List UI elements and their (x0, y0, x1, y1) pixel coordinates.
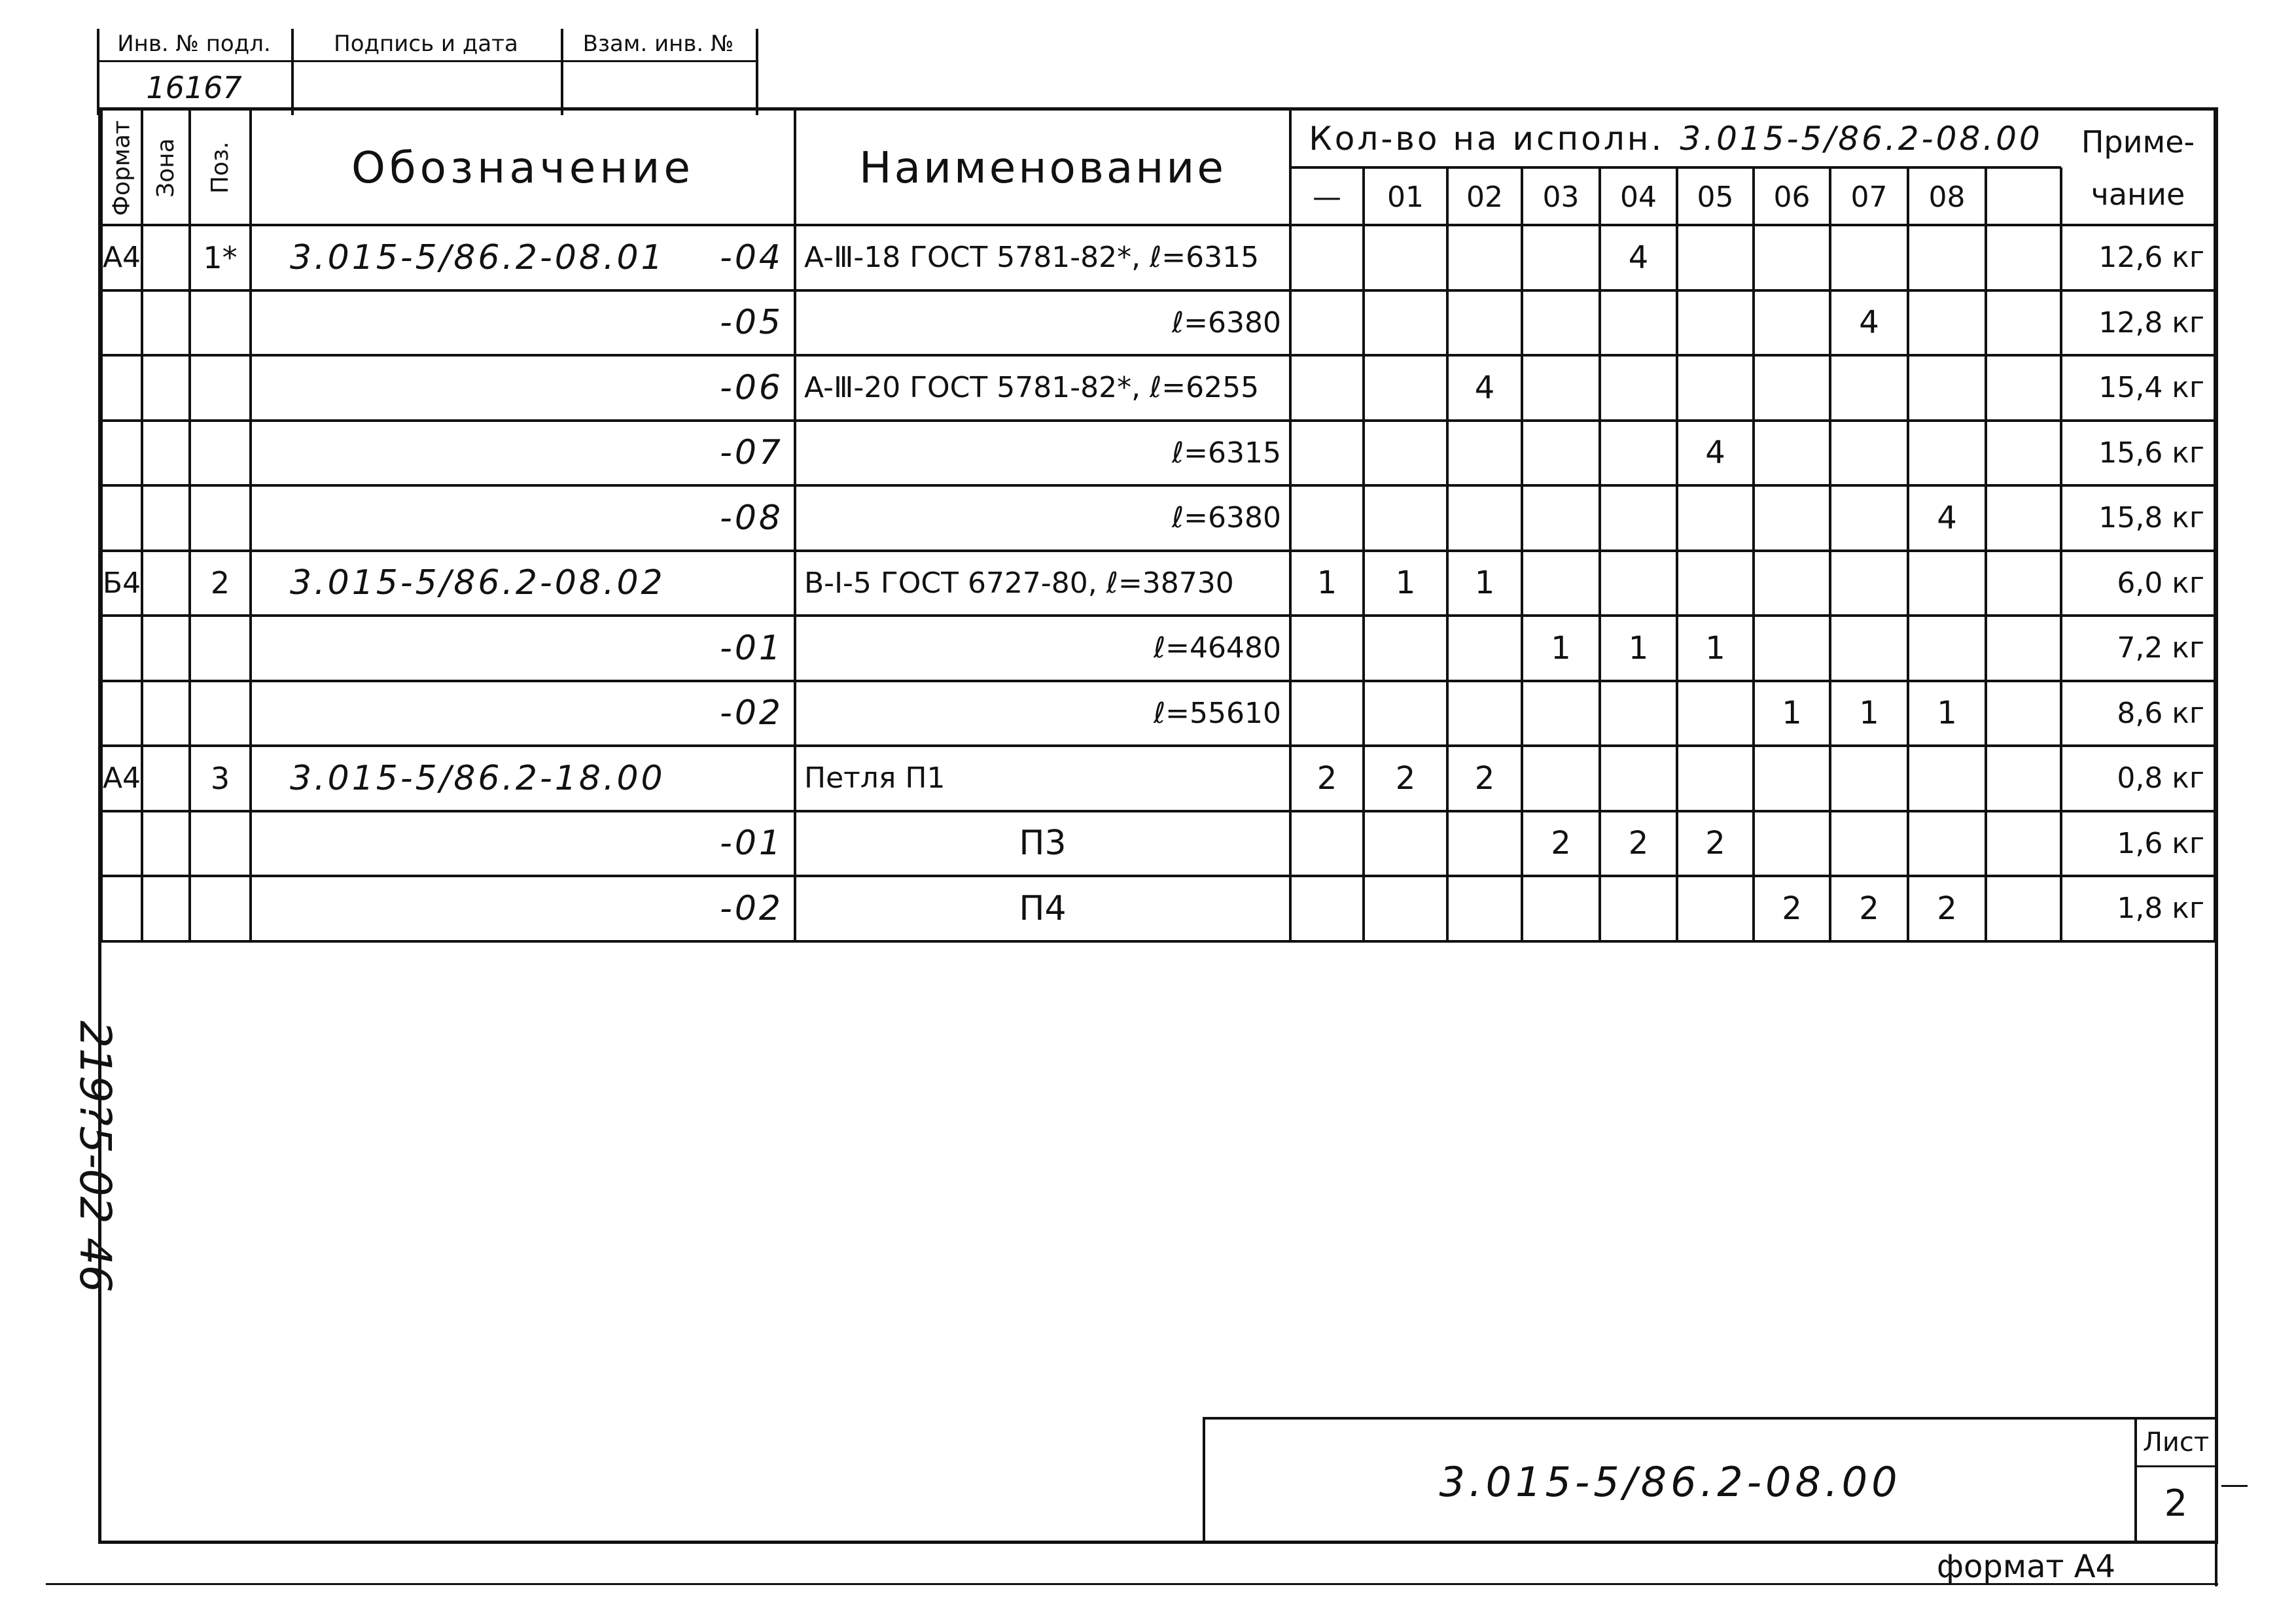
row-designation-suffix: -01 (720, 628, 783, 668)
row-quantity (1522, 485, 1600, 551)
stamp-left-line (97, 29, 99, 115)
row-quantity (1522, 681, 1600, 746)
row-position (190, 355, 251, 421)
row-designation (251, 485, 669, 551)
row-format (101, 421, 142, 486)
row-quantity (1754, 551, 1830, 616)
row-quantity (1754, 421, 1830, 486)
row-position (190, 616, 251, 681)
row-quantity (1447, 616, 1522, 681)
row-zone (142, 421, 190, 486)
stamp-divider (561, 29, 563, 115)
row-quantity (1364, 421, 1447, 486)
stamp-value (295, 63, 557, 113)
row-quantity (1600, 746, 1677, 811)
row-quantity: 1 (1859, 695, 1879, 732)
title-block-top-line (1203, 1417, 2217, 1420)
row-quantity: 1 (1628, 629, 1649, 667)
row-name: B-I-5 ГОСТ 6727-80, ℓ=38730 (804, 566, 1234, 600)
row-quantity (1290, 876, 1364, 941)
row-quantity (1986, 811, 2061, 877)
row-note: 0,8 кг (2117, 761, 2204, 795)
row-quantity: 2 (1395, 759, 1416, 797)
row-designation-suffix: -02 (720, 693, 783, 733)
row-quantity (1908, 551, 1986, 616)
row-quantity (1290, 681, 1364, 746)
margin-tick (2221, 1485, 2248, 1487)
row-quantity (1522, 551, 1600, 616)
row-note: 15,4 кг (2098, 371, 2204, 405)
row-quantity: 2 (1551, 825, 1571, 862)
row-quantity (1677, 681, 1754, 746)
row-quantity (1522, 355, 1600, 421)
row-note: 12,8 кг (2098, 305, 2204, 340)
row-quantity: 2 (1474, 759, 1495, 797)
row-name: ℓ=6380 (1171, 305, 1281, 340)
row-quantity (1290, 485, 1364, 551)
stamp-value: 16167 (146, 70, 242, 105)
row-quantity (1522, 290, 1600, 356)
row-note: 1,8 кг (2117, 892, 2204, 926)
title-block-left-line (1203, 1418, 1205, 1543)
row-format (101, 355, 142, 421)
row-name: ℓ=6380 (1171, 501, 1281, 535)
row-designation-suffix: -01 (720, 824, 783, 864)
row-quantity (1600, 551, 1677, 616)
row-zone (142, 746, 190, 811)
row-designation-suffix: -02 (720, 888, 783, 928)
row-designation: 3.015-5/86.2-08.02 (290, 563, 665, 603)
row-quantity (1986, 225, 2061, 290)
row-format: А4 (102, 241, 141, 275)
row-quantity: 1 (1316, 565, 1337, 602)
row-format (101, 811, 142, 877)
qty-col-header: 08 (1928, 180, 1966, 214)
row-quantity (1364, 290, 1447, 356)
qty-col-header: 02 (1466, 180, 1503, 214)
sheet-number: 2 (2164, 1482, 2188, 1525)
row-note: 6,0 кг (2117, 566, 2204, 600)
row-quantity: 2 (1859, 890, 1879, 927)
qty-col-header: 01 (1387, 180, 1424, 214)
row-quantity (1830, 485, 1908, 551)
qty-col-header: 05 (1697, 180, 1734, 214)
document-number: 3.015-5/86.2-08.00 (1439, 1457, 1901, 1506)
row-quantity (1600, 876, 1677, 941)
row-quantity: 2 (1705, 825, 1725, 862)
row-quantity (1447, 811, 1522, 877)
row-quantity (1830, 811, 1908, 877)
row-quantity (1830, 616, 1908, 681)
row-quantity: 1 (1937, 695, 1957, 732)
row-quantity (1364, 876, 1447, 941)
row-position (190, 811, 251, 877)
row-quantity: 1 (1474, 565, 1495, 602)
row-quantity (1754, 811, 1830, 877)
row-quantity (1447, 876, 1522, 941)
row-zone (142, 485, 190, 551)
row-quantity (1908, 746, 1986, 811)
row-quantity (1290, 355, 1364, 421)
stamp-right-line (756, 29, 758, 115)
row-designation (251, 681, 669, 746)
row-quantity (1754, 225, 1830, 290)
row-designation-suffix: -05 (720, 303, 783, 343)
row-name: ℓ=6315 (1171, 436, 1281, 470)
row-format: А4 (102, 761, 141, 795)
row-quantity (1908, 225, 1986, 290)
stamp-header: Инв. № подл. (117, 31, 271, 57)
row-quantity (1600, 681, 1677, 746)
quantity-header-doc: 3.015-5/86.2-08.00 (1680, 119, 2043, 158)
row-quantity: 1 (1782, 695, 1802, 732)
row-position: 3 (210, 760, 230, 796)
row-designation-suffix: -04 (720, 237, 783, 277)
row-quantity (1290, 290, 1364, 356)
row-quantity (1908, 616, 1986, 681)
row-name: ℓ=46480 (1153, 631, 1281, 665)
row-quantity (1447, 290, 1522, 356)
qty-col-header: 06 (1773, 180, 1810, 214)
row-position: 1* (203, 239, 238, 275)
margin-mark (2215, 1485, 2217, 1586)
position-header: Поз. (207, 141, 234, 194)
row-quantity (1677, 876, 1754, 941)
row-quantity (1600, 355, 1677, 421)
row-quantity (1830, 421, 1908, 486)
stamp-value (565, 63, 752, 113)
row-zone (142, 681, 190, 746)
row-quantity (1986, 551, 2061, 616)
name-header: Наименование (859, 143, 1226, 193)
format-label: формат А4 (1937, 1548, 2116, 1585)
sheet-label: Лист (2142, 1427, 2210, 1457)
row-quantity (1364, 811, 1447, 877)
row-quantity: 2 (1782, 890, 1802, 927)
row-quantity: 4 (1705, 434, 1725, 472)
row-note: 7,2 кг (2117, 631, 2204, 665)
row-quantity (1522, 225, 1600, 290)
row-quantity (1447, 485, 1522, 551)
row-designation (251, 616, 669, 681)
row-quantity (1447, 421, 1522, 486)
row-quantity (1908, 811, 1986, 877)
row-quantity (1290, 811, 1364, 877)
row-position (190, 876, 251, 941)
row-quantity (1754, 485, 1830, 551)
stamp-header: Подпись и дата (334, 31, 518, 57)
qty-col-header: 07 (1850, 180, 1888, 214)
row-quantity (1600, 290, 1677, 356)
qty-col-header: 04 (1620, 180, 1657, 214)
row-format (101, 485, 142, 551)
row-quantity (1677, 551, 1754, 616)
row-quantity (1522, 421, 1600, 486)
row-quantity (1447, 681, 1522, 746)
row-format (101, 290, 142, 356)
row-quantity (1830, 551, 1908, 616)
row-designation-suffix: -07 (720, 433, 783, 473)
row-zone (142, 811, 190, 877)
row-quantity (1677, 225, 1754, 290)
quantity-header-label: Кол-во на исполн. (1309, 119, 1665, 158)
row-designation (251, 876, 669, 941)
stamp-header: Взам. инв. № (582, 31, 734, 57)
row-quantity (1290, 421, 1364, 486)
row-quantity (1290, 225, 1364, 290)
row-format (101, 616, 142, 681)
page-bottom-rule (46, 1583, 2218, 1585)
row-quantity (1677, 746, 1754, 811)
row-position (190, 421, 251, 486)
row-quantity: 4 (1859, 304, 1879, 341)
row-quantity (1677, 290, 1754, 356)
row-quantity (1677, 355, 1754, 421)
row-quantity (1600, 421, 1677, 486)
row-designation (251, 421, 669, 486)
stamp-divider (291, 29, 294, 115)
row-quantity (1522, 876, 1600, 941)
row-quantity (1754, 746, 1830, 811)
row-note: 12,6 кг (2098, 241, 2204, 275)
row-name: A-Ⅲ-18 ГОСТ 5781-82*, ℓ=6315 (804, 241, 1260, 275)
row-quantity (1908, 290, 1986, 356)
row-quantity (1908, 421, 1986, 486)
row-quantity (1986, 681, 2061, 746)
qty-col-header: — (1313, 180, 1341, 214)
row-quantity: 1 (1551, 629, 1571, 667)
row-quantity (1986, 616, 2061, 681)
row-designation: 3.015-5/86.2-08.01 (290, 237, 665, 277)
row-quantity: 4 (1474, 369, 1495, 406)
row-designation: 3.015-5/86.2-18.00 (290, 758, 665, 798)
row-note: 15,6 кг (2098, 436, 2204, 470)
row-quantity (1908, 355, 1986, 421)
quantity-header (1293, 111, 2058, 166)
note-header: Приме- чание (2081, 124, 2195, 212)
row-quantity (1986, 355, 2061, 421)
row-designation (251, 355, 669, 421)
side-archive-number: 219?5-02 46 (70, 1021, 120, 1293)
row-quantity (1754, 616, 1830, 681)
row-quantity (1986, 421, 2061, 486)
row-quantity (1677, 485, 1754, 551)
row-quantity (1754, 290, 1830, 356)
row-zone (142, 876, 190, 941)
row-position (190, 290, 251, 356)
row-quantity (1986, 876, 2061, 941)
format-header: Формат (108, 120, 135, 216)
row-designation (251, 811, 669, 877)
row-quantity (1754, 355, 1830, 421)
row-format (101, 681, 142, 746)
row-quantity: 1 (1705, 629, 1725, 667)
row-designation-suffix: -06 (720, 368, 783, 408)
row-name: Петля П1 (804, 761, 945, 795)
row-quantity (1364, 355, 1447, 421)
row-quantity (1986, 485, 2061, 551)
row-zone (142, 551, 190, 616)
row-quantity: 2 (1937, 890, 1957, 927)
row-quantity (1364, 616, 1447, 681)
row-quantity: 2 (1316, 759, 1337, 797)
frame-bottom-line (98, 1541, 2218, 1544)
row-note: 1,6 кг (2117, 826, 2204, 860)
row-quantity (1600, 485, 1677, 551)
row-zone (142, 616, 190, 681)
row-quantity (1986, 746, 2061, 811)
row-designation (251, 290, 669, 356)
row-quantity (1290, 616, 1364, 681)
row-quantity (1364, 485, 1447, 551)
row-quantity (1830, 746, 1908, 811)
row-note: 8,6 кг (2117, 696, 2204, 730)
qty-col-header (1986, 169, 2061, 225)
row-name: A-Ⅲ-20 ГОСТ 5781-82*, ℓ=6255 (804, 371, 1260, 405)
row-note: 15,8 кг (2098, 501, 2204, 535)
row-quantity: 4 (1628, 239, 1649, 276)
row-format: Б4 (102, 566, 141, 600)
row-zone (142, 225, 190, 290)
qty-col-header: 03 (1542, 180, 1580, 214)
row-quantity (1364, 225, 1447, 290)
row-name: П4 (1019, 888, 1067, 928)
zone-header: Зона (152, 138, 179, 198)
row-quantity: 4 (1937, 499, 1957, 536)
row-quantity (1986, 290, 2061, 356)
row-quantity (1830, 355, 1908, 421)
row-position (190, 681, 251, 746)
row-zone (142, 290, 190, 356)
row-quantity: 2 (1628, 825, 1649, 862)
row-format (101, 876, 142, 941)
row-name: ℓ=55610 (1153, 696, 1281, 730)
row-position (190, 485, 251, 551)
stamp-mid-line (97, 60, 758, 62)
row-designation-suffix (669, 551, 795, 616)
row-designation-suffix: -08 (720, 498, 783, 538)
row-quantity (1522, 746, 1600, 811)
row-quantity: 1 (1395, 565, 1416, 602)
row-quantity (1830, 225, 1908, 290)
row-quantity (1447, 225, 1522, 290)
row-zone (142, 355, 190, 421)
row-name: П3 (1019, 824, 1067, 864)
row-position: 2 (210, 565, 230, 601)
row-quantity (1364, 681, 1447, 746)
row-designation-suffix (669, 746, 795, 811)
designation-header: Обозначение (351, 143, 694, 193)
